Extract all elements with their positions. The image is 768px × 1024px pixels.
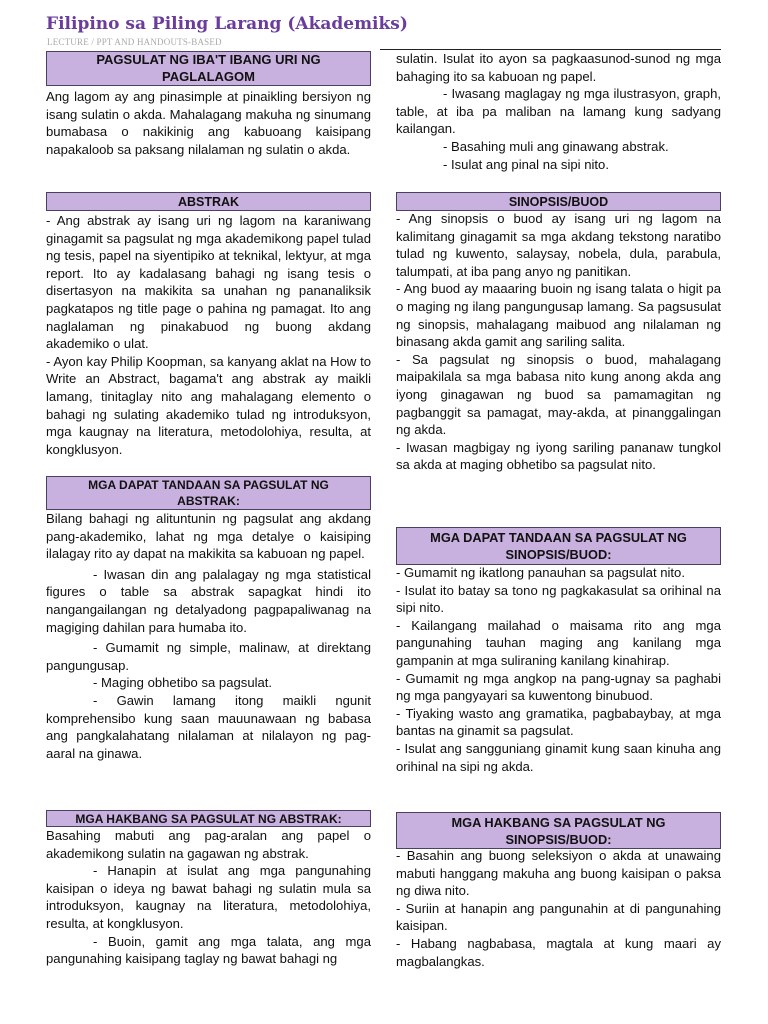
section-heading-text: ABSTRAK: [177, 194, 240, 209]
paragraph: - Isulat ito batay sa tono ng pagkakasulat sa orihinal na sipi nito.: [396, 582, 721, 616]
paragraph: - Iwasan magbigay ng iyong sariling pananaw tungkol sa akda at maging obhetibo sa pagsulat nito.: [396, 439, 721, 473]
paragraph: - Iwasang maglagay ng mga ilustrasyon, graph, table, at iba pa maliban na lamang kung sadyang kailangan.: [396, 86, 721, 137]
paragraph: sulatin. Isulat ito ayon sa pagkaasunod-sunod ng mga bahaging ito sa kabuoan ng papel.: [396, 51, 721, 84]
section-heading-text: MGA DAPAT TANDAAN SA PAGSULAT NG ABSTRAK:: [88, 478, 329, 508]
section-heading-text: PAGSULAT NG IBA'T IBANG URI NG PAGLALAGOM: [96, 52, 321, 84]
section-body-sinopsis: [396, 210, 721, 474]
paragraph: - Sa pagsulat ng sinopsis o buod, mahalagang maipakilala sa mga babasa nito kung anong akda ang iyong ginagawan ng buod sa pamamagitan ng pagbanggit sa pamagat, may-akda, at pinanggalingan ng akda.: [396, 351, 721, 438]
section-heading-text: SINOPSIS/BUOD: [508, 194, 609, 209]
paragraph: - Suriin at hanapin ang pangunahin at di pangunahing kaisipan.: [396, 900, 721, 934]
document-title: Filipino sa Piling Larang (Akademiks): [46, 14, 408, 34]
paragraph: - Basahing muli ang ginawang abstrak.: [443, 138, 669, 154]
paragraph: - Kailangang mailahad o maisama rito ang mga pangunahing tauhan maging ang kanilang mga gampanin at mga suliraning kanilang kinahirap.: [396, 617, 721, 668]
paragraph: - Gumamit ng simple, malinaw, at direktang pangungusap.: [46, 640, 371, 673]
paragraph: - Habang nagbabasa, magtala at kung maari ay magbalangkas.: [396, 935, 721, 969]
paragraph: - Ang sinopsis o buod ay isang uri ng lagom na kalimitang ginagamit sa mga akdang tekstong naratibo tulad ng kuwento, salaysay, nobela, dula, parabula, talumpati, at iba pang anyo ng panitikan.: [396, 211, 721, 279]
section-body-paglalagom: [46, 88, 371, 158]
section-body-tandaan-sinopsis: [396, 564, 721, 775]
section-body-hakbang-abstrak: [46, 827, 371, 968]
paragraph: - Ang buod ay maaaring buoin ng isang talata o higit pa o maging ng ilang pangungusap lamang. Sa pagsusulat ng sinopsis, mahalagang maibuod ang nilalaman ng binasang akda gamit ang sariling salita.: [396, 281, 721, 350]
section-heading-sinopsis: [396, 192, 721, 211]
paragraph: - Gawin lamang itong maikli ngunit komprehensibo kung saan mauunawaan ng babasa ang pangkalahatang nilalaman at nilalayon ng pag-aaral na ginawa.: [46, 692, 371, 761]
section-heading-text: MGA DAPAT TANDAAN SA PAGSULAT NG SINOPSIS/BUOD:: [430, 530, 687, 562]
section-heading-text: MGA HAKBANG SA PAGSULAT NG SINOPSIS/BUOD:: [451, 814, 666, 847]
section-heading-tandaan-sinopsis: [396, 527, 721, 565]
document-subtitle: LECTURE / PPT AND HANDOUTS-BASED: [47, 37, 222, 47]
paragraph: - Gumamit ng mga angkop na pang-ugnay sa paghabi ng mga pangyayari sa kuwentong binubuod.: [396, 670, 721, 704]
paragraph: - Iwasan din ang palalagay ng mga statistical figures o table sa abstrak sapagkat hindi ito nangangailangan ng detalyadong pagpapaliwanag na magiging dahilan para humaba ito.: [46, 566, 371, 635]
paragraph: - Buoin, gamit ang mga talata, ang mga pangunahing kaisipang taglay ng bawat bahagi ng: [46, 933, 371, 967]
section-heading-hakbang-sinopsis: [396, 812, 721, 849]
section-heading-hakbang-abstrak: [46, 810, 371, 827]
section-body-hakbang-abstrak-continued: [396, 50, 721, 173]
paragraph: - Ang abstrak ay isang uri ng lagom na karaniwang ginagamit sa pagsulat ng mga akademikong papel tulad ng tesis, papel na siyentipiko at teknikal, lektyur, at mga report. Ito ay kadalasang bahagi ng isang tesis o disertasyon na makikita sa unahan ng pananaliksik pagkatapos ng title page o pahina ng pamagat. Ito ang naglalaman ng pinakabuod ng buong akdang akademiko o ulat.: [46, 213, 371, 352]
paragraph: Bilang bahagi ng alituntunin ng pagsulat ang akdang pang-akademiko, lahat ng mga detalye o kaisiping ilalagay rito ay dapat na makikita sa kabuoan ng papel.: [46, 511, 371, 562]
section-body-abstrak: [46, 212, 371, 458]
paragraph: - Isulat ang pinal na sipi nito.: [443, 156, 609, 172]
section-heading-paglalagom: [46, 51, 371, 86]
paragraph: - Gumamit ng ikatlong panauhan sa pagsulat nito.: [396, 565, 685, 580]
section-heading-tandaan-abstrak: [46, 476, 371, 510]
paragraph: - Ayon kay Philip Koopman, sa kanyang aklat na How to Write an Abstract, bagama't ang abstrak ay maikli lamang, tinitaglay nito ang mahalagang elemento o bahagi ng sulating akademiko tulad ng introduksyon, mga kaugnay na literatura, metodolohiya, resulta, at kongklusyon.: [46, 353, 371, 457]
paragraph: Basahing mabuti ang pag-aralan ang papel o akademikong sulatin na gagawan ng abstrak.: [46, 828, 371, 861]
paragraph: - Maging obhetibo sa pagsulat.: [93, 675, 273, 691]
section-heading-text: MGA HAKBANG SA PAGSULAT NG ABSTRAK:: [75, 811, 342, 826]
paragraph: - Isulat ang sangguniang ginamit kung saan kinuha ang orihinal na sipi ng akda.: [396, 740, 721, 774]
paragraph: - Tiyaking wasto ang gramatika, pagbabaybay, at mga bantas na ginamit sa pagsulat.: [396, 705, 721, 739]
section-body-hakbang-sinopsis: [396, 847, 721, 970]
section-body-tandaan-abstrak: [46, 510, 371, 762]
paragraph: - Hanapin at isulat ang mga pangunahing kaisipan o ideya ng bawat bahagi ng sulatin mula sa introduksyon, kaugnay na literatura, metodolohiya, resulta, at kongklusyon.: [46, 863, 371, 931]
section-heading-abstrak: [46, 192, 371, 211]
paragraph: - Basahin ang buong seleksiyon o akda at unawaing mabuti hanggang makuha ang buong kaisipan o paksa ng diwa nito.: [396, 848, 721, 899]
paragraph: Ang lagom ay ang pinasimple at pinaikling bersiyon ng isang sulatin o akda. Mahalagang makuha ng sinumang bumabasa o nakikinig ang kabuoang kaisipang napakaloob sa paksang nilalaman ng sulatin o akda.: [46, 89, 371, 157]
